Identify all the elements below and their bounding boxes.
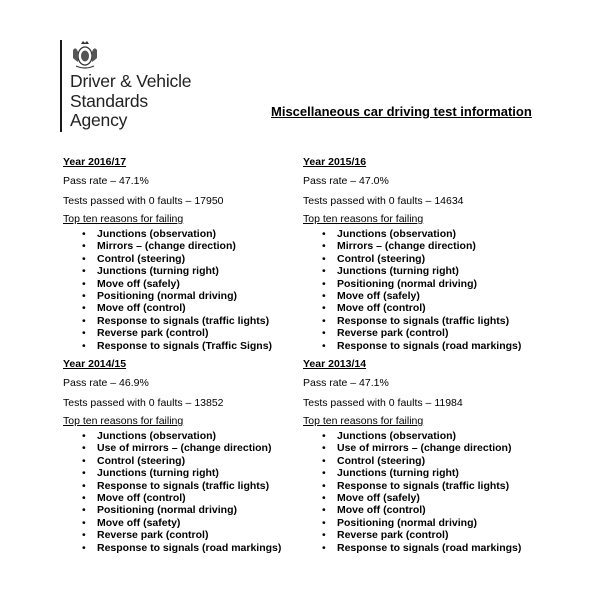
reason-item: [63, 529, 281, 541]
reason-text: Control (steering): [337, 454, 426, 467]
pass-rate: Pass rate – 47.1%: [63, 175, 149, 187]
pass-rate: Pass rate – 46.9%: [63, 377, 149, 389]
reasons-list: [303, 430, 521, 554]
reason-text: Response to signals (Traffic Signs): [97, 339, 273, 352]
reason-item: [63, 442, 281, 454]
bullet-icon: •: [82, 454, 86, 467]
reason-item: [303, 340, 521, 352]
reason-item: [303, 442, 521, 454]
reason-item: [303, 228, 521, 240]
agency-line: Standards: [70, 90, 148, 111]
reason-text: Response to signals (traffic lights): [337, 314, 510, 327]
agency-logo: [60, 40, 210, 136]
reason-text: Junctions (turning right): [337, 265, 459, 278]
reason-item: [63, 340, 272, 352]
reason-text: Junctions (turning right): [97, 467, 219, 480]
bullet-icon: •: [82, 491, 86, 504]
reason-text: Control (steering): [337, 252, 426, 265]
zero-faults-count: Tests passed with 0 faults – 17950: [63, 195, 224, 207]
reasons-heading: Top ten reasons for failing: [63, 213, 184, 225]
reason-item: [63, 302, 272, 314]
bullet-icon: •: [322, 265, 326, 278]
bullet-icon: •: [322, 339, 326, 352]
bullet-icon: •: [82, 430, 86, 442]
bullet-icon: •: [82, 541, 86, 554]
bullet-icon: •: [322, 454, 326, 467]
pass-rate: Pass rate – 47.0%: [303, 175, 389, 187]
bullet-icon: •: [82, 240, 86, 253]
bullet-icon: •: [82, 252, 86, 265]
bullet-icon: •: [322, 541, 326, 554]
reason-item: [63, 467, 281, 479]
reason-item: [63, 265, 272, 277]
reason-item: [303, 302, 521, 314]
reason-text: Junctions (observation): [97, 228, 217, 240]
reason-text: Use of mirrors – (change direction): [337, 442, 512, 455]
reason-text: Response to signals (road markings): [337, 339, 522, 352]
year-heading: Year 2014/15: [63, 358, 127, 370]
reasons-list: [303, 228, 521, 352]
reason-text: Mirrors – (change direction): [337, 240, 476, 253]
bullet-icon: •: [322, 327, 326, 340]
reason-item: [303, 517, 521, 529]
bullet-icon: •: [322, 228, 326, 240]
bullet-icon: •: [82, 228, 86, 240]
bullet-icon: •: [322, 430, 326, 442]
zero-faults-count: Tests passed with 0 faults – 11984: [303, 397, 463, 409]
reason-item: [63, 542, 281, 554]
reason-text: Reverse park (control): [337, 529, 449, 542]
reason-text: Positioning (normal driving): [337, 277, 477, 290]
reason-text: Response to signals (traffic lights): [97, 479, 270, 492]
year-heading: Year 2016/17: [63, 156, 127, 168]
year-heading: Year 2013/14: [303, 358, 367, 370]
reason-item: [303, 327, 521, 339]
reason-item: [303, 315, 521, 327]
bullet-icon: •: [322, 467, 326, 480]
reason-text: Move off (control): [97, 491, 186, 504]
reason-item: [63, 430, 281, 442]
reason-text: Reverse park (control): [337, 327, 449, 340]
reason-text: Junctions (observation): [337, 430, 457, 442]
reason-text: Positioning (normal driving): [97, 504, 237, 517]
reasons-heading: Top ten reasons for failing: [303, 213, 424, 225]
reason-text: Response to signals (road markings): [97, 541, 282, 554]
reason-text: Move off (safely): [337, 491, 420, 504]
reason-text: Junctions (observation): [97, 430, 217, 442]
reason-text: Use of mirrors – (change direction): [97, 442, 272, 455]
logo-divider: [60, 40, 62, 132]
year-heading: Year 2015/16: [303, 156, 367, 168]
bullet-icon: •: [322, 252, 326, 265]
bullet-icon: •: [322, 504, 326, 517]
reason-item: [303, 504, 521, 516]
bullet-icon: •: [322, 277, 326, 290]
bullet-icon: •: [322, 479, 326, 492]
reason-text: Move off (control): [97, 302, 186, 315]
zero-faults-count: Tests passed with 0 faults – 13852: [63, 397, 224, 409]
reason-text: Move off (safety): [97, 516, 181, 529]
pass-rate: Pass rate – 47.1%: [303, 377, 389, 389]
reason-text: Move off (control): [337, 504, 426, 517]
reason-text: Control (steering): [97, 454, 186, 467]
reason-item: [303, 529, 521, 541]
reasons-list: [63, 430, 281, 554]
reason-item: [303, 240, 521, 252]
reason-text: Response to signals (traffic lights): [97, 314, 270, 327]
reason-item: [63, 455, 281, 467]
bullet-icon: •: [322, 516, 326, 529]
reason-item: [303, 492, 521, 504]
bullet-icon: •: [322, 491, 326, 504]
reason-text: Move off (safely): [97, 277, 180, 290]
bullet-icon: •: [322, 529, 326, 542]
bullet-icon: •: [82, 529, 86, 542]
reason-item: [303, 455, 521, 467]
bullet-icon: •: [82, 327, 86, 340]
agency-name: [70, 72, 191, 131]
reason-item: [303, 542, 521, 554]
bullet-icon: •: [82, 277, 86, 290]
reason-item: [63, 504, 281, 516]
reason-item: [303, 253, 521, 265]
reason-item: [63, 253, 272, 265]
bullet-icon: •: [82, 289, 86, 302]
bullet-icon: •: [322, 442, 326, 455]
reason-item: [303, 480, 521, 492]
reason-item: [63, 327, 272, 339]
reason-text: Positioning (normal driving): [337, 516, 477, 529]
reason-text: Junctions (observation): [337, 228, 457, 240]
reason-text: Control (steering): [97, 252, 186, 265]
reason-item: [63, 517, 281, 529]
reasons-list: [63, 228, 272, 352]
reason-item: [63, 278, 272, 290]
reason-item: [63, 228, 272, 240]
reason-item: [63, 240, 272, 252]
reason-item: [63, 480, 281, 492]
bullet-icon: •: [322, 240, 326, 253]
reason-text: Positioning (normal driving): [97, 289, 237, 302]
zero-faults-count: Tests passed with 0 faults – 14634: [303, 195, 464, 207]
bullet-icon: •: [82, 314, 86, 327]
bullet-icon: •: [82, 504, 86, 517]
bullet-icon: •: [82, 516, 86, 529]
bullet-icon: •: [82, 467, 86, 480]
bullet-icon: •: [322, 314, 326, 327]
reason-text: Move off (safely): [337, 289, 420, 302]
reasons-heading: Top ten reasons for failing: [303, 415, 424, 427]
reason-text: Move off (control): [337, 302, 426, 315]
reason-text: Mirrors – (change direction): [97, 240, 236, 253]
agency-line: Agency: [70, 110, 128, 130]
bullet-icon: •: [82, 302, 86, 315]
royal-crest-icon: [70, 40, 100, 70]
bullet-icon: •: [82, 265, 86, 278]
agency-line: Driver & Vehicle: [70, 71, 192, 91]
reason-text: Response to signals (road markings): [337, 541, 522, 554]
reason-item: [63, 315, 272, 327]
reason-item: [303, 265, 521, 277]
reason-item: [303, 430, 521, 442]
reason-text: Reverse park (control): [97, 529, 209, 542]
bullet-icon: •: [82, 442, 86, 455]
reason-text: Reverse park (control): [97, 327, 209, 340]
document-title: Miscellaneous car driving test information: [271, 104, 532, 119]
bullet-icon: •: [82, 339, 86, 352]
reason-item: [303, 278, 521, 290]
reason-item: [63, 492, 281, 504]
reason-item: [303, 290, 521, 302]
reason-item: [63, 290, 272, 302]
reason-text: Junctions (turning right): [97, 265, 219, 278]
bullet-icon: •: [82, 479, 86, 492]
reason-item: [303, 467, 521, 479]
reason-text: Response to signals (traffic lights): [337, 479, 510, 492]
reason-text: Junctions (turning right): [337, 467, 459, 480]
bullet-icon: •: [322, 289, 326, 302]
reasons-heading: Top ten reasons for failing: [63, 415, 184, 427]
bullet-icon: •: [322, 302, 326, 315]
